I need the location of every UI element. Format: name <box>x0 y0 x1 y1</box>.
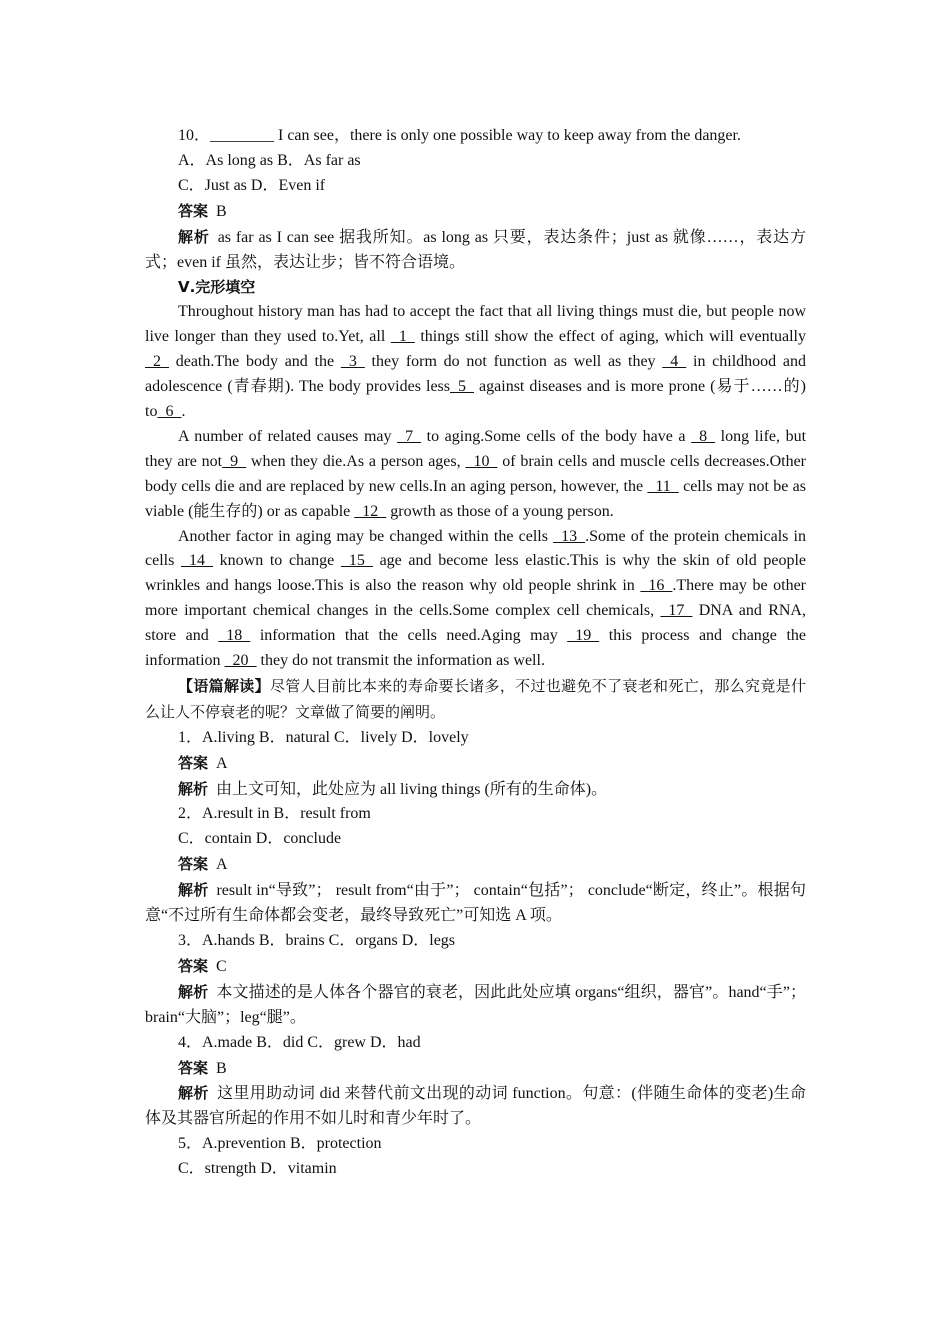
analysis-text: 这里用助动词 did 来替代前文出现的动词 function。句意：(伴随生命体的变老)生命体及其器官所起的作用不如儿时和青少年时了。 <box>145 1085 806 1128</box>
question-line: C．contain D．conclude <box>178 830 342 848</box>
question-answer <box>145 751 806 777</box>
cloze-blank: 18 <box>218 627 251 645</box>
question-analysis <box>145 980 806 1031</box>
passage-text: this process and change the information <box>145 627 806 670</box>
analysis-label: 解析 <box>178 881 209 900</box>
analysis-text: result in“导致”； result from“由于”； contain“包括”； conclude“断定，终止”。根据句意“不过所有生命体都会变老，最终导致死亡”可知选 A 项。 <box>145 882 806 925</box>
question-line: 4．A.made B．did C．grew D．had <box>178 1033 421 1051</box>
passage-text: A number of related causes may <box>178 427 398 445</box>
analysis-text: as far as I can see 据我所知。as long as 只要，表达条件；just as 就像……，表达方式；even if 虽然，表达让步；皆不符合语境。 <box>145 228 806 271</box>
cloze-blank: 8 <box>691 427 716 445</box>
answer-label: 答案 <box>178 753 209 772</box>
cloze-blank: 19 <box>567 627 600 645</box>
cloze-blank: 6 <box>157 402 182 420</box>
cloze-blank: 12 <box>354 502 387 520</box>
answer-label: 答案 <box>178 201 209 220</box>
question-line: 1．A.living B．natural C．lively D．lovely <box>178 728 469 746</box>
section-title: Ⅴ.完形填空 <box>178 278 256 297</box>
passage-text: known to change <box>212 552 341 570</box>
document-page <box>145 124 806 1182</box>
passage-paragraph-3 <box>145 525 806 674</box>
cloze-blank: 9 <box>222 452 247 470</box>
analysis-text: 本文描述的是人体各个器官的衰老，因此此处应填 organs“组织，器官”。hand“手”；brain“大脑”；leg“腿”。 <box>145 983 806 1026</box>
question-line: 2．A.result in B．result from <box>178 805 371 823</box>
question-analysis <box>145 777 806 803</box>
question-answer <box>145 954 806 980</box>
passage-text: against diseases and is more prone (易于……的) to <box>145 378 806 420</box>
cloze-blank: 14 <box>180 552 213 570</box>
passage-text: they do not transmit the information as well. <box>256 652 545 670</box>
q10-analysis <box>145 225 806 276</box>
cloze-blank: 3 <box>340 353 365 371</box>
passage-text: growth as those of a young person. <box>386 502 614 520</box>
q10-stem: 10．________ I can see，there is only one possible way to keep away from the danger. <box>178 127 741 144</box>
passage-text: . <box>181 402 186 420</box>
cloze-blank: 17 <box>660 602 693 620</box>
passage-text: age and become less elastic.This is why the skin of old people wrinkles and hangs loose.This is also the reason why old people shrink in <box>145 552 807 595</box>
answer-value: B <box>216 202 227 220</box>
answer-value: B <box>216 1059 227 1077</box>
q10-options-cd: C．Just as D．Even if <box>178 176 326 194</box>
q10-options-ab: A．As long as B．As far as <box>178 151 361 169</box>
passage-text: of brain cells and muscle cells decreases.Other body cells die and are replaced by new cells.In an aging person, however, the <box>145 452 807 495</box>
reading-interpretation <box>145 674 806 726</box>
answer-label: 答案 <box>178 855 209 874</box>
passage-text: .There may be other more important chemical changes in the cells.Some complex cell chemicals, <box>145 577 807 620</box>
question-line: C．strength D．vitamin <box>178 1160 337 1178</box>
cloze-blank: 20 <box>224 652 257 670</box>
cloze-blank: 13 <box>553 527 586 545</box>
passage-text: information that the cells need.Aging may <box>250 627 568 645</box>
passage-text: when they die.As a person ages, <box>246 452 466 470</box>
question-line: 3．A.hands B．brains C．organs D．legs <box>178 932 456 949</box>
answer-value: A <box>216 856 228 874</box>
passage-text: death.The body and the <box>169 353 341 371</box>
analysis-label: 解析 <box>178 779 209 798</box>
analysis-label: 解析 <box>178 982 209 1001</box>
passage-text: DNA and RNA, store and <box>145 602 806 645</box>
cloze-blank: 15 <box>340 552 373 570</box>
cloze-blank: 11 <box>647 477 679 495</box>
cloze-blank: 1 <box>390 328 415 346</box>
answer-label: 答案 <box>178 1058 209 1077</box>
cloze-blank: 4 <box>662 353 687 371</box>
question-line: 5．A.prevention B．protection <box>178 1135 382 1153</box>
cloze-blank: 10 <box>465 452 498 470</box>
passage-text: to aging.Some cells of the body have a <box>421 427 692 445</box>
analysis-text: 由上文可知，此处应为 all living things (所有的生命体)。 <box>216 780 608 798</box>
answer-value: C <box>216 957 227 975</box>
question-answer <box>145 1056 806 1082</box>
passage-text: long life, but they are not <box>145 427 807 470</box>
cloze-blank: 16 <box>640 577 673 595</box>
reading-text: 尽管人目前比本来的寿命要长诸多，不过也避免不了衰老和死亡，那么究竟是什么让人不停衰老的呢？文章做了简要的阐明。 <box>145 676 806 721</box>
question-analysis <box>145 878 806 929</box>
passage-text: they form do not function as well as they <box>364 353 663 371</box>
passage-text: Throughout history man has had to accept the fact that all living things must die, but people now live longer than they used to.Yet, all <box>145 303 806 346</box>
reading-label: 【语篇解读】 <box>178 676 270 695</box>
answer-label: 答案 <box>178 956 209 975</box>
question-answer <box>145 852 806 878</box>
cloze-blank: 2 <box>145 353 169 371</box>
cloze-blank: 7 <box>397 427 422 445</box>
passage-paragraph-2 <box>145 425 806 525</box>
analysis-label: 解析 <box>178 1084 209 1103</box>
passage-paragraph-1 <box>145 300 806 425</box>
cloze-blank: 5 <box>450 378 474 396</box>
passage-text: .Some of the protein chemicals in cells <box>145 527 806 570</box>
passage-text: cells may not be as viable (能生存的) or as capable <box>145 477 807 520</box>
passage-text: things still show the effect of aging, which will eventually <box>414 328 807 346</box>
q10-answer <box>145 199 806 225</box>
analysis-label: 解析 <box>178 227 210 246</box>
question-items <box>145 726 806 1182</box>
passage-text: in childhood and adolescence (青春期). The body provides less <box>145 353 807 396</box>
passage-text: Another factor in aging may be changed within the cells <box>178 527 554 545</box>
answer-value: A <box>216 754 228 772</box>
question-analysis <box>145 1081 806 1132</box>
